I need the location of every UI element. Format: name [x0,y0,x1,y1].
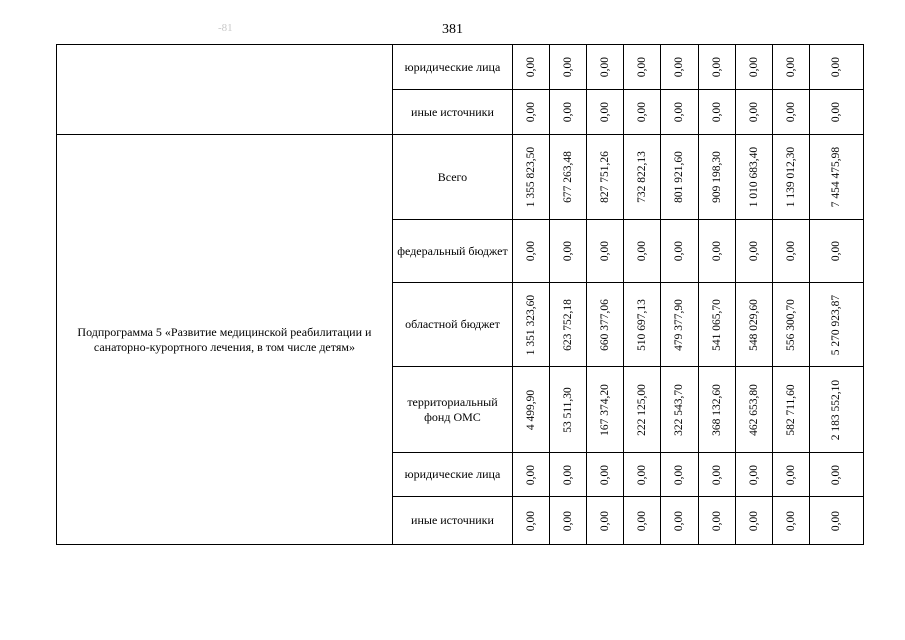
value-cell [809,135,863,220]
value-cell [661,220,698,283]
value-cell [550,497,587,545]
value-cell [735,45,772,90]
value-text: 462 653,80 [747,383,760,436]
value-text: 0,00 [747,240,760,262]
value-cell [587,45,624,90]
value-cell [513,283,550,367]
value-cell [587,367,624,453]
value-text: 0,00 [710,101,723,123]
value-text: 0,00 [524,464,537,485]
value-cell [661,90,698,135]
source-label: федеральный бюджет [392,220,512,283]
funding-table [56,44,864,545]
value-cell [624,90,661,135]
program-title: Подпрограмма 5 «Развитие медицинской реабилитации и санаторно-курортного лечения, в том числе детям» [57,135,393,545]
value-text: 0,00 [710,240,723,262]
value-text: 548 029,60 [747,298,760,351]
value-text: 510 697,13 [636,298,649,351]
value-cell [809,497,863,545]
value-text: 167 374,20 [599,383,612,436]
value-text: 4 499,90 [524,389,537,430]
value-cell [735,367,772,453]
value-cell [624,497,661,545]
value-cell [624,367,661,453]
value-cell [550,45,587,90]
value-cell [772,497,809,545]
value-text: 0,00 [673,464,686,485]
value-cell [587,220,624,283]
source-label: юридические лица [392,45,512,90]
value-cell [587,497,624,545]
value-text: 0,00 [524,101,537,123]
value-text: 0,00 [747,510,760,531]
value-text: 660 377,06 [599,298,612,351]
value-cell [624,220,661,283]
value-text: 0,00 [562,464,575,485]
value-text: 0,00 [524,56,537,78]
value-text: 732 822,13 [636,151,649,203]
value-text: 582 711,60 [784,383,797,436]
value-cell [772,45,809,90]
value-text: 0,00 [599,101,612,123]
value-cell [735,220,772,283]
value-text: 623 752,18 [562,298,575,351]
value-text: 556 300,70 [784,298,797,351]
source-label: Всего [392,135,512,220]
value-cell [587,453,624,497]
value-text: 827 751,26 [599,151,612,203]
value-cell [772,367,809,453]
value-text: 5 270 923,87 [830,294,843,355]
value-text: 0,00 [710,510,723,531]
value-cell [772,283,809,367]
value-text: 0,00 [830,464,843,485]
value-text: 0,00 [636,510,649,531]
value-text: 0,00 [784,510,797,531]
value-cell [735,135,772,220]
source-label: иные источники [392,497,512,545]
value-text: 0,00 [673,56,686,78]
value-cell [624,135,661,220]
value-text: 0,00 [830,101,843,123]
value-cell [624,283,661,367]
value-text: 0,00 [830,510,843,531]
source-label: областной бюджет [392,283,512,367]
value-text: 0,00 [636,101,649,123]
value-text: 1 355 823,50 [524,146,537,208]
value-text: 0,00 [673,240,686,262]
value-cell [587,283,624,367]
value-text: 1 351 323,60 [524,294,537,355]
value-text: 322 543,70 [673,383,686,436]
value-text: 1 010 683,40 [747,146,760,208]
value-cell [772,135,809,220]
value-text: 0,00 [599,56,612,78]
value-text: 0,00 [784,56,797,78]
value-cell [698,220,735,283]
value-cell [550,283,587,367]
value-text: 0,00 [830,240,843,262]
value-text: 0,00 [784,464,797,485]
value-cell [809,45,863,90]
value-cell [550,367,587,453]
table-row [57,45,864,90]
value-text: 0,00 [599,464,612,485]
value-cell [809,90,863,135]
value-cell [772,90,809,135]
value-text: 0,00 [747,56,760,78]
value-text: 909 198,30 [710,151,723,203]
source-label: иные источники [392,90,512,135]
value-text: 53 511,30 [562,386,575,433]
empty-program-cell [57,45,393,135]
value-cell [735,453,772,497]
value-text: 0,00 [636,56,649,78]
value-text: 2 183 552,10 [830,379,843,440]
value-text: 0,00 [673,510,686,531]
table-body [57,45,864,545]
value-cell [698,367,735,453]
value-cell [661,45,698,90]
value-text: 0,00 [636,464,649,485]
value-cell [587,90,624,135]
value-text: 0,00 [562,56,575,78]
value-text: 0,00 [784,101,797,123]
value-text: 0,00 [747,464,760,485]
value-cell [513,135,550,220]
faint-page-mark: -81 [218,22,233,34]
value-text: 0,00 [562,510,575,531]
value-text: 541 065,70 [710,298,723,351]
value-cell [735,283,772,367]
value-cell [587,135,624,220]
value-cell [513,90,550,135]
value-cell [698,497,735,545]
value-cell [698,453,735,497]
value-cell [624,45,661,90]
value-text: 0,00 [710,464,723,485]
value-text: 0,00 [562,101,575,123]
value-cell [661,497,698,545]
value-cell [513,497,550,545]
value-cell [735,90,772,135]
value-cell [550,220,587,283]
value-cell [772,453,809,497]
value-text: 0,00 [673,101,686,123]
value-cell [661,453,698,497]
value-cell [661,135,698,220]
value-cell [661,283,698,367]
value-text: 0,00 [710,56,723,78]
value-cell [513,220,550,283]
value-text: 479 377,90 [673,298,686,351]
value-text: 677 263,48 [562,151,575,203]
value-cell [661,367,698,453]
value-text: 0,00 [599,510,612,531]
value-cell [513,367,550,453]
table-row [57,135,864,220]
value-cell [772,220,809,283]
source-label: юридические лица [392,453,512,497]
value-text: 0,00 [636,240,649,262]
value-cell [550,453,587,497]
value-cell [698,283,735,367]
value-text: 368 132,60 [710,383,723,436]
source-label: территориальный фонд ОМС [392,367,512,453]
value-text: 0,00 [599,240,612,262]
value-text: 0,00 [830,56,843,78]
value-text: 7 454 475,98 [830,146,843,208]
value-text: 0,00 [562,240,575,262]
value-cell [513,45,550,90]
value-cell [809,453,863,497]
value-cell [809,283,863,367]
value-cell [513,453,550,497]
value-text: 0,00 [784,240,797,262]
value-text: 801 921,60 [673,151,686,203]
value-cell [624,453,661,497]
value-cell [550,135,587,220]
value-text: 0,00 [747,101,760,123]
value-text: 1 139 012,30 [784,146,797,208]
value-text: 0,00 [524,240,537,262]
page-number: 381 [442,22,463,37]
value-text: 0,00 [524,510,537,531]
value-cell [809,367,863,453]
value-cell [809,220,863,283]
value-cell [698,90,735,135]
value-cell [698,135,735,220]
value-cell [698,45,735,90]
value-cell [735,497,772,545]
value-text: 222 125,00 [636,383,649,436]
value-cell [550,90,587,135]
